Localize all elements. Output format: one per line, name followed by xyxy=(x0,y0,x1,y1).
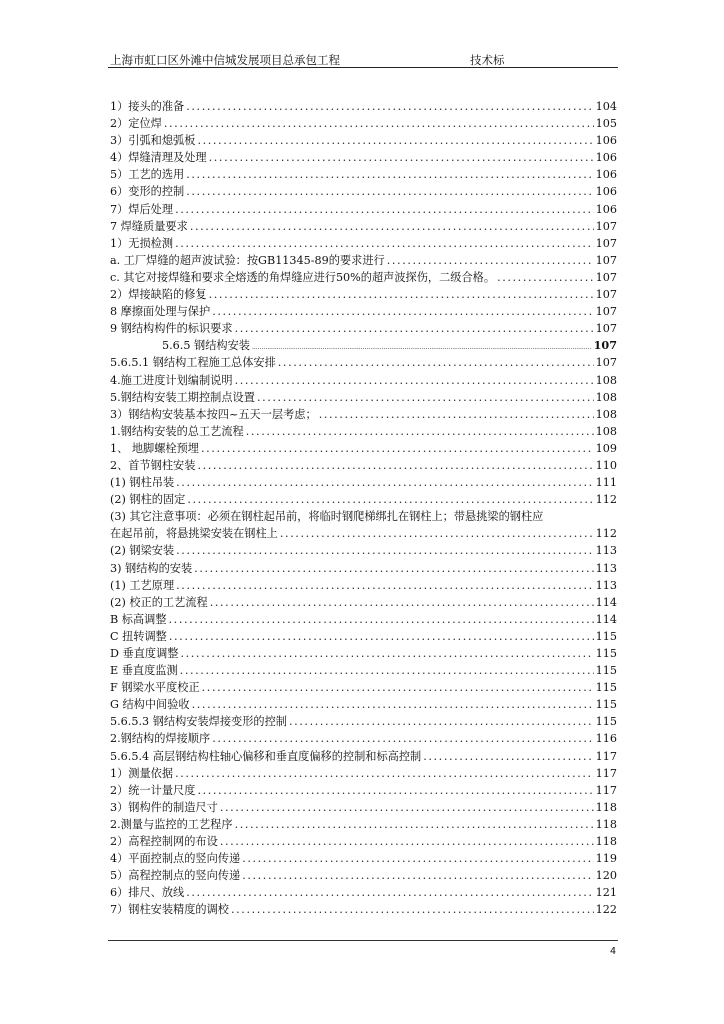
toc-entry-title: 5.钢结构安装工期控制点设置 xyxy=(110,390,255,404)
toc-entry-page: 115 xyxy=(595,664,617,678)
toc-entry-page: 112 xyxy=(595,527,617,541)
toc-entry-title: (1) 钢柱吊装 xyxy=(110,476,175,490)
toc-entry-page: 108 xyxy=(595,407,617,421)
toc-entry-page: 114 xyxy=(595,595,617,609)
toc-entry-page: 115 xyxy=(595,698,617,712)
toc-entry xyxy=(110,799,617,816)
toc-entry-title: 2）焊接缺陷的修复 xyxy=(110,288,207,302)
toc-entry xyxy=(110,833,617,850)
toc-entry-title: D 垂直度调整 xyxy=(110,647,179,660)
dot-leader xyxy=(497,269,594,286)
toc-entry xyxy=(110,372,617,389)
page-header xyxy=(110,52,616,68)
toc-entry xyxy=(110,320,617,337)
dot-leader xyxy=(176,542,593,559)
toc-entry xyxy=(110,611,617,628)
toc-entry xyxy=(110,149,617,166)
toc-entry xyxy=(110,816,617,833)
toc-entry-title: 5）高程控制点的竖向传递 xyxy=(110,869,241,883)
toc-entry-title: 1）无损检测 xyxy=(110,236,174,250)
toc-entry-title: 在起吊前，将悬挑梁安装在钢柱上 xyxy=(110,527,278,541)
dot-leader xyxy=(201,440,594,457)
toc-entry-title: B 标高调整 xyxy=(110,612,167,626)
toc-entry-title: (3) 其它注意事项：必须在钢柱起吊前，将临时钢爬梯绑扎在钢柱上；带悬挑梁的钢柱应 xyxy=(110,510,544,524)
toc-entry-title: 9 钢结构构件的标识要求 xyxy=(110,322,233,336)
toc-entry-title: 7）焊后处理 xyxy=(110,202,174,216)
dot-leader xyxy=(169,611,594,628)
toc-entry-page: 122 xyxy=(595,903,617,917)
toc-entry-title: 3）钢结构安装基本按四~五天一层考虑； xyxy=(110,407,317,421)
toc-entry xyxy=(110,628,617,645)
toc-entry-page: 121 xyxy=(595,886,617,900)
dot-leader xyxy=(212,303,593,320)
toc-entry-title: 2.测量与监控的工艺程序 xyxy=(110,817,233,831)
toc-entry-title: 5.6.5.3 钢结构安装焊接变形的控制 xyxy=(110,715,287,729)
dot-leader xyxy=(197,457,593,474)
toc-entry xyxy=(110,730,617,747)
toc-entry xyxy=(110,337,617,354)
toc-entry xyxy=(110,218,617,235)
toc-entry-title: 2）定位焊 xyxy=(110,117,162,131)
toc-entry-page: 118 xyxy=(595,817,617,831)
toc-entry xyxy=(110,269,617,286)
toc-entry-title: (2) 钢梁安装 xyxy=(110,544,175,558)
toc-entry-page: 109 xyxy=(595,441,617,455)
toc-entry-title: 1.钢结构安装的总工艺流程 xyxy=(110,424,244,438)
toc-entry xyxy=(110,389,617,406)
toc-entry-title: 5.6.5.4 高层钢结构柱轴心偏移和垂直度偏移的控制和标高控制 xyxy=(110,749,422,763)
toc-entry-page: 108 xyxy=(595,373,617,387)
toc-entry-page: 106 xyxy=(595,185,617,199)
toc-entry-page: 115 xyxy=(595,629,617,643)
dot-leader xyxy=(175,201,594,218)
dot-leader xyxy=(190,218,594,235)
dot-leader xyxy=(197,132,593,149)
toc-entry-page: 115 xyxy=(595,647,617,660)
dot-leader xyxy=(278,354,594,371)
toc-entry xyxy=(110,115,617,132)
toc-entry-title: (1) 工艺原理 xyxy=(110,578,175,592)
toc-entry xyxy=(110,252,617,269)
toc-entry-page: 117 xyxy=(595,749,617,763)
toc-entry-page: 117 xyxy=(595,766,617,780)
toc-entry xyxy=(110,235,617,252)
toc-entry xyxy=(110,286,617,303)
dot-leader xyxy=(220,799,594,816)
toc-entry-page: 115 xyxy=(595,715,617,729)
toc-entry-title: 4.施工进度计划编制说明 xyxy=(110,373,233,387)
dot-leader xyxy=(212,730,593,747)
dot-leader xyxy=(289,713,594,730)
toc-entry-page: 116 xyxy=(595,732,617,746)
toc-entry xyxy=(110,577,617,594)
toc-entry-title: 1、 地脚螺栓预埋 xyxy=(110,441,199,455)
dot-leader xyxy=(175,235,594,252)
dot-leader xyxy=(209,286,594,303)
toc-entry xyxy=(110,748,617,765)
toc-entry-title: c. 其它对接焊缝和要求全熔透的角焊缝应进行50%的超声波探伤，二级合格。 xyxy=(110,270,496,284)
toc-entry-page: 108 xyxy=(595,424,617,438)
dot-leader xyxy=(235,372,594,389)
toc-entry-page: 107 xyxy=(595,305,617,319)
toc-entry-page: 107 xyxy=(595,219,617,233)
toc-entry xyxy=(110,765,617,782)
toc-entry xyxy=(110,594,617,611)
toc-entry-page: 106 xyxy=(595,151,617,165)
toc-entry-page: 118 xyxy=(595,835,617,849)
dot-leader xyxy=(186,98,593,115)
table-of-contents xyxy=(110,98,617,919)
dot-leader xyxy=(176,474,593,491)
toc-entry-title: 7 焊缝质量要求 xyxy=(110,219,188,233)
dot-leader xyxy=(246,423,594,440)
toc-entry-page: 113 xyxy=(595,578,617,592)
toc-entry-title: C 扭转调整 xyxy=(110,629,167,643)
header-rule xyxy=(108,67,618,68)
toc-entry-page: 107 xyxy=(595,270,617,284)
dot-leader xyxy=(210,594,594,611)
dot-leader xyxy=(187,491,593,508)
dot-leader xyxy=(180,645,593,662)
toc-entry xyxy=(110,662,617,679)
toc-entry-title: 4）焊缝清理及处理 xyxy=(110,151,207,165)
dot-leader xyxy=(280,525,594,542)
toc-entry-title: 6）排尺、放线 xyxy=(110,886,185,900)
toc-entry xyxy=(110,354,617,371)
dot-leader xyxy=(175,765,594,782)
toc-entry-page: 120 xyxy=(595,869,617,883)
dot-leader xyxy=(235,816,594,833)
dot-leader xyxy=(220,833,594,850)
toc-entry-page: 113 xyxy=(595,561,617,575)
toc-entry xyxy=(110,850,617,867)
toc-entry-page: 108 xyxy=(595,390,617,404)
toc-entry-title: 1）测量依据 xyxy=(110,766,174,780)
dot-leader xyxy=(194,560,593,577)
toc-entry-page: 118 xyxy=(595,800,617,814)
header-project-title: 上海市虹口区外滩中信城发展项目总承包工程 xyxy=(110,53,340,67)
toc-entry-title: a. 工厂焊缝的超声波试验：按GB11345-89的要求进行 xyxy=(110,253,385,267)
toc-entry-page: 115 xyxy=(595,681,617,695)
toc-entry-page: 112 xyxy=(595,493,617,507)
dot-leader xyxy=(186,884,593,901)
dot-leader xyxy=(197,782,593,799)
toc-entry xyxy=(110,474,617,491)
toc-entry-title: 2、首节钢柱安装 xyxy=(110,458,196,472)
toc-entry-title: 3）钢构件的制造尺寸 xyxy=(110,800,218,814)
toc-entry-page: 113 xyxy=(595,544,617,558)
toc-entry xyxy=(110,782,617,799)
toc-entry-title: 3) 钢结构的安装 xyxy=(110,561,193,575)
footer-rule xyxy=(108,940,618,941)
toc-entry-title: 1）接头的准备 xyxy=(110,100,185,113)
dot-leader xyxy=(186,183,593,200)
toc-entry-title: 4）平面控制点的竖向传递 xyxy=(110,852,241,866)
dot-leader xyxy=(192,696,594,713)
toc-entry xyxy=(110,201,617,218)
toc-entry-page: 111 xyxy=(595,476,617,490)
toc-entry-title: (2) 钢柱的固定 xyxy=(110,493,186,507)
toc-entry xyxy=(110,406,617,423)
toc-entry-page: 107 xyxy=(595,356,617,370)
dot-leader xyxy=(209,149,594,166)
toc-entry-page: 106 xyxy=(595,134,617,148)
toc-entry-page: 107 xyxy=(593,338,617,353)
toc-entry xyxy=(110,491,617,508)
dot-leader xyxy=(231,901,594,918)
toc-entry-page: 119 xyxy=(595,852,617,866)
toc-entry-page: 104 xyxy=(595,100,617,113)
toc-entry xyxy=(110,132,617,149)
dot-leader xyxy=(176,577,593,594)
toc-entry-page: 114 xyxy=(595,612,617,626)
toc-entry-title: 6）变形的控制 xyxy=(110,185,185,199)
toc-entry xyxy=(110,423,617,440)
dot-leader xyxy=(169,628,594,645)
toc-entry-title: 2.钢结构的焊接顺序 xyxy=(110,732,211,746)
toc-entry-title: 5.6.5.1 钢结构工程施工总体安排 xyxy=(110,356,276,370)
toc-entry-page: 106 xyxy=(595,202,617,216)
toc-entry xyxy=(110,542,617,559)
dot-leader xyxy=(242,850,593,867)
toc-entry xyxy=(110,440,617,457)
toc-entry-page: 107 xyxy=(595,322,617,336)
toc-entry xyxy=(110,183,617,200)
toc-entry-title: E 垂直度监测 xyxy=(110,664,178,678)
toc-entry-page: 117 xyxy=(595,783,617,797)
toc-entry xyxy=(110,457,617,474)
toc-entry-title: 7）钢柱安装精度的调校 xyxy=(110,903,229,917)
dot-leader xyxy=(235,320,594,337)
dot-leader xyxy=(257,389,594,406)
toc-entry xyxy=(110,508,617,525)
toc-entry-page: 107 xyxy=(595,288,617,302)
toc-entry-page: 110 xyxy=(595,458,617,472)
dot-leader xyxy=(180,662,594,679)
toc-entry xyxy=(110,696,617,713)
toc-entry-title: 3）引弧和熄弧板 xyxy=(110,134,196,148)
toc-entry xyxy=(110,884,617,901)
toc-entry-title: 5.6.5 钢结构安装 xyxy=(162,339,250,353)
toc-entry-title: 5）工艺的选用 xyxy=(110,168,185,182)
toc-entry xyxy=(110,525,617,542)
dot-leader xyxy=(186,166,593,183)
dot-leader xyxy=(202,679,594,696)
toc-entry-title: F 钢梁水平度校正 xyxy=(110,681,200,695)
toc-entry-title: G 结构中间验收 xyxy=(110,698,190,712)
toc-entry-title: 8 摩擦面处理与保护 xyxy=(110,305,211,319)
toc-entry xyxy=(110,901,617,918)
toc-entry xyxy=(110,867,617,884)
toc-entry-page: 107 xyxy=(595,236,617,250)
toc-entry xyxy=(110,560,617,577)
dot-leader xyxy=(387,252,594,269)
header-document-type: 技术标 xyxy=(470,53,505,67)
toc-entry xyxy=(110,713,617,730)
toc-entry-title: 2）统一计量尺度 xyxy=(110,783,196,797)
toc-entry xyxy=(110,645,617,662)
dot-leader xyxy=(319,406,594,423)
page-number: 4 xyxy=(609,946,616,957)
toc-entry-title: (2) 校正的工艺流程 xyxy=(110,595,208,609)
toc-entry-page: 107 xyxy=(595,253,617,267)
dot-leader xyxy=(423,748,593,765)
toc-entry-title: 2）高程控制网的布设 xyxy=(110,835,218,849)
toc-entry-page: 105 xyxy=(595,117,617,131)
toc-entry xyxy=(110,303,617,320)
toc-entry xyxy=(110,98,617,115)
dot-leader xyxy=(164,115,594,132)
toc-entry-page: 106 xyxy=(595,168,617,182)
toc-entry xyxy=(110,166,617,183)
dot-leader xyxy=(242,867,593,884)
dot-leader xyxy=(252,339,592,354)
toc-entry xyxy=(110,679,617,696)
